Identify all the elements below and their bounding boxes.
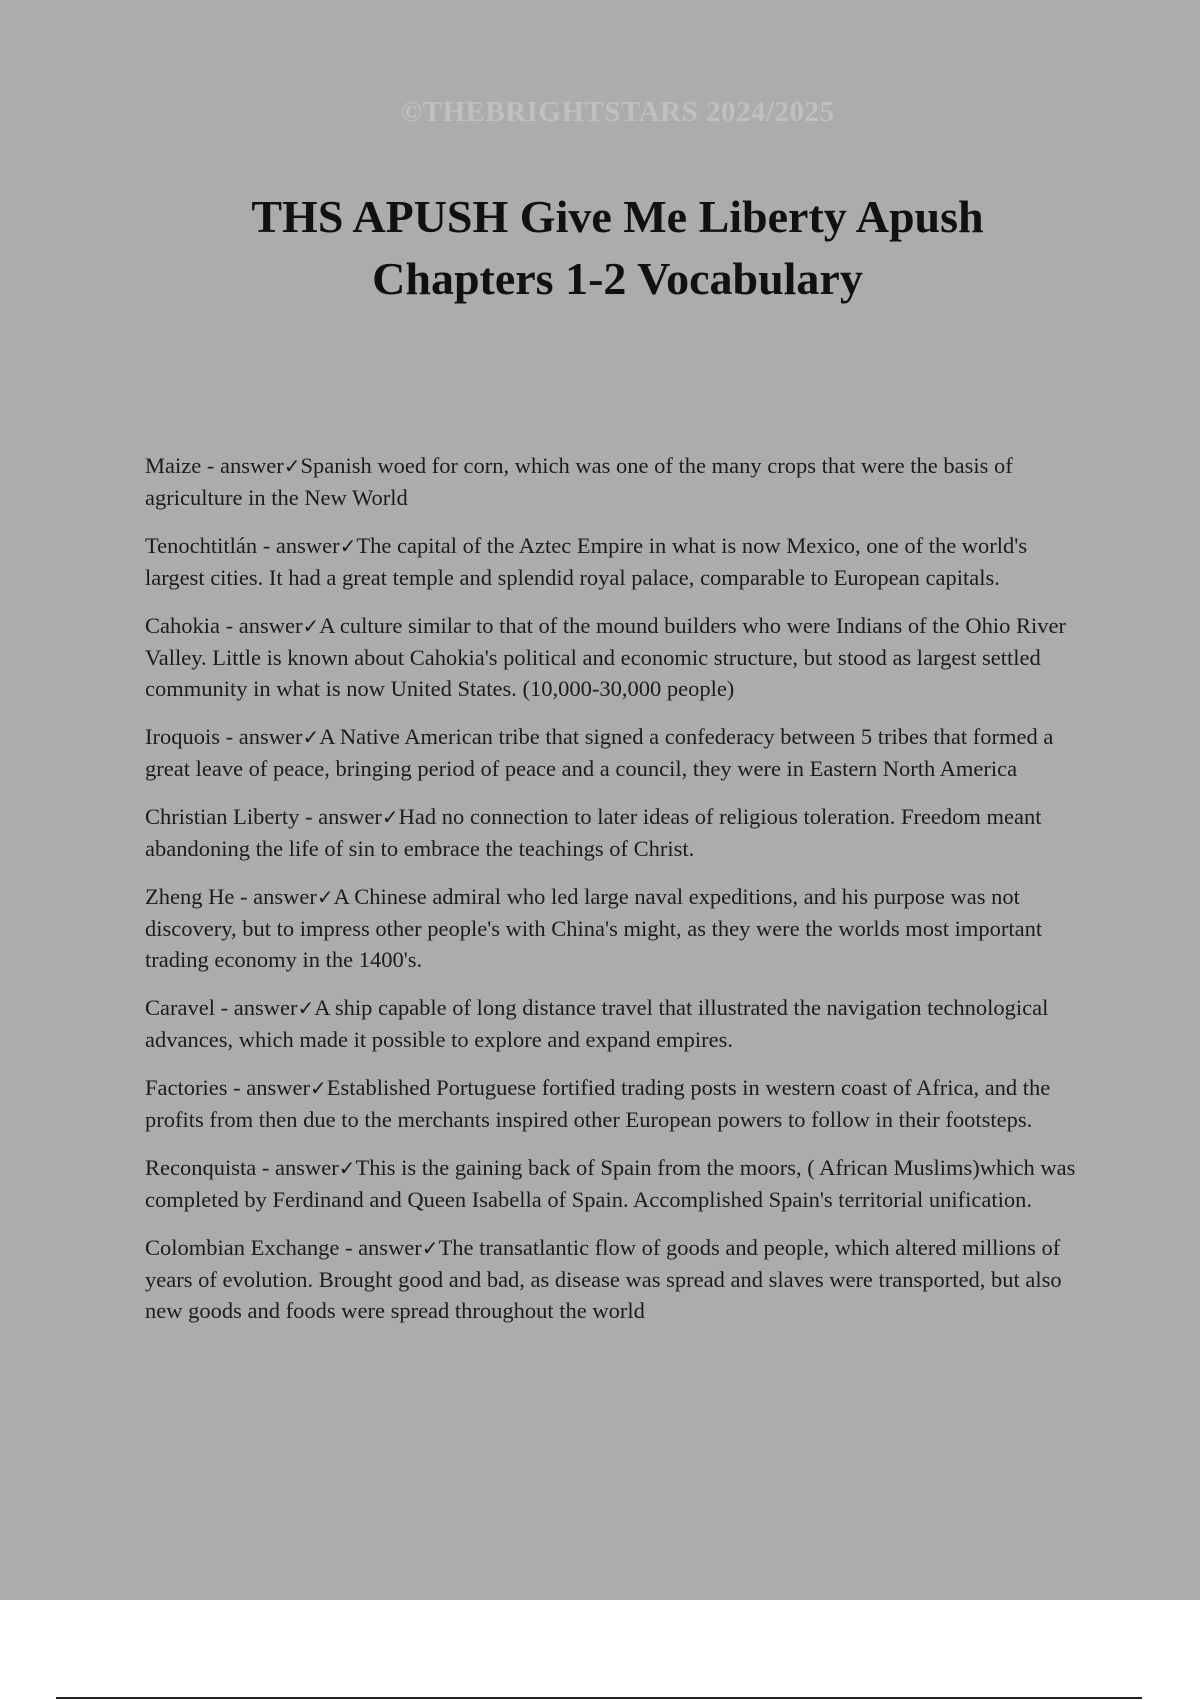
vocab-term: Christian Liberty [145, 804, 300, 829]
vocab-definition: This is the gaining back of Spain from the moors, ( African Muslims)which was completed by Ferdinand and Queen Isabella of Spain. Accomplished Spain's territorial unification. [145, 1155, 1076, 1212]
vocab-term: Tenochtitlán [145, 533, 258, 558]
vocab-definition: A Native American tribe that signed a confederacy between 5 tribes that formed a great leave of peace, bringing period of peace and a council, they were in Eastern North America [145, 724, 1054, 781]
vocab-term: Colombian Exchange [145, 1235, 340, 1260]
checkmark-icon: ✓ [297, 996, 315, 1020]
answer-label: - answer [201, 453, 284, 478]
vocab-definition: A Chinese admiral who led large naval expeditions, and his purpose was not discovery, but to impress other people's with China's might, as they were the worlds most important trading economy in the 1400's. [145, 884, 1043, 972]
vocab-entry-iroquois [145, 721, 1090, 784]
checkmark-icon: ✓ [309, 1076, 327, 1100]
vocab-definition: Had no connection to later ideas of religious toleration. Freedom meant abandoning the life of sin to embrace the teachings of Christ. [145, 804, 1042, 861]
vocab-entry-zheng-he [145, 881, 1090, 975]
vocab-definition: A ship capable of long distance travel that illustrated the navigation technological advances, which made it possible to explore and expand empires. [145, 995, 1049, 1052]
vocab-term: Factories [145, 1075, 228, 1100]
vocab-entry-cahokia [145, 610, 1090, 704]
page-title [150, 186, 1085, 310]
checkmark-icon: ✓ [302, 725, 320, 749]
checkmark-icon: ✓ [381, 805, 399, 829]
vocabulary-list [145, 450, 1090, 1343]
vocab-entry-tenochtitlan [145, 530, 1090, 593]
vocab-definition: Established Portuguese fortified trading posts in western coast of Africa, and the profits from then due to the merchants inspired other European powers to follow in their footsteps. [145, 1075, 1051, 1132]
vocab-entry-maize [145, 450, 1090, 513]
checkmark-icon: ✓ [316, 885, 334, 909]
checkmark-icon: ✓ [421, 1236, 439, 1260]
watermark: ©THEBRIGHTSTARS 2024/2025 [400, 96, 835, 128]
answer-label: - answer [220, 724, 303, 749]
checkmark-icon: ✓ [338, 1156, 356, 1180]
answer-label: - answer [234, 884, 317, 909]
footer-divider [56, 1697, 1142, 1699]
vocab-entry-christian-liberty [145, 801, 1090, 864]
title-line-1: THS APUSH Give Me Liberty Apush [251, 191, 984, 242]
answer-label: - answer [257, 533, 340, 558]
checkmark-icon: ✓ [283, 454, 301, 478]
answer-label: - answer [219, 613, 303, 638]
vocab-entry-colombian-exchange [145, 1232, 1090, 1326]
vocab-definition: The transatlantic flow of goods and people, which altered millions of years of evolution. Brought good and bad, as disease was spread and slaves were transported, but also new goods and foods were spread throughout the world [145, 1235, 1062, 1323]
vocab-term: Reconquista [145, 1155, 257, 1180]
vocab-entry-factories [145, 1072, 1090, 1135]
title-line-2: Chapters 1-2 Vocabulary [372, 253, 863, 304]
answer-label: - answer [214, 995, 298, 1020]
vocab-entry-reconquista [145, 1152, 1090, 1215]
vocab-term: Iroquois [145, 724, 220, 749]
vocab-term: Caravel [145, 995, 215, 1020]
vocab-entry-caravel [145, 992, 1090, 1055]
checkmark-icon: ✓ [339, 534, 357, 558]
checkmark-icon: ✓ [302, 614, 320, 638]
vocab-term: Maize [145, 453, 202, 478]
vocab-definition: Spanish woed for corn, which was one of the many crops that were the basis of agriculture in the New World [145, 453, 1013, 510]
answer-label: - answer [256, 1155, 339, 1180]
vocab-term: Cahokia [145, 613, 220, 638]
answer-label: - answer [339, 1235, 422, 1260]
vocab-definition: A culture similar to that of the mound builders who were Indians of the Ohio River Valley. Little is known about Cahokia's political and economic structure, but stood as largest settled community in what is now United States. (10,000-30,000 people) [145, 613, 1066, 701]
answer-label: - answer [227, 1075, 310, 1100]
answer-label: - answer [299, 804, 382, 829]
vocab-term: Zheng He [145, 884, 235, 909]
vocab-definition: The capital of the Aztec Empire in what is now Mexico, one of the world's largest cities. It had a great temple and splendid royal palace, comparable to European capitals. [145, 533, 1028, 590]
